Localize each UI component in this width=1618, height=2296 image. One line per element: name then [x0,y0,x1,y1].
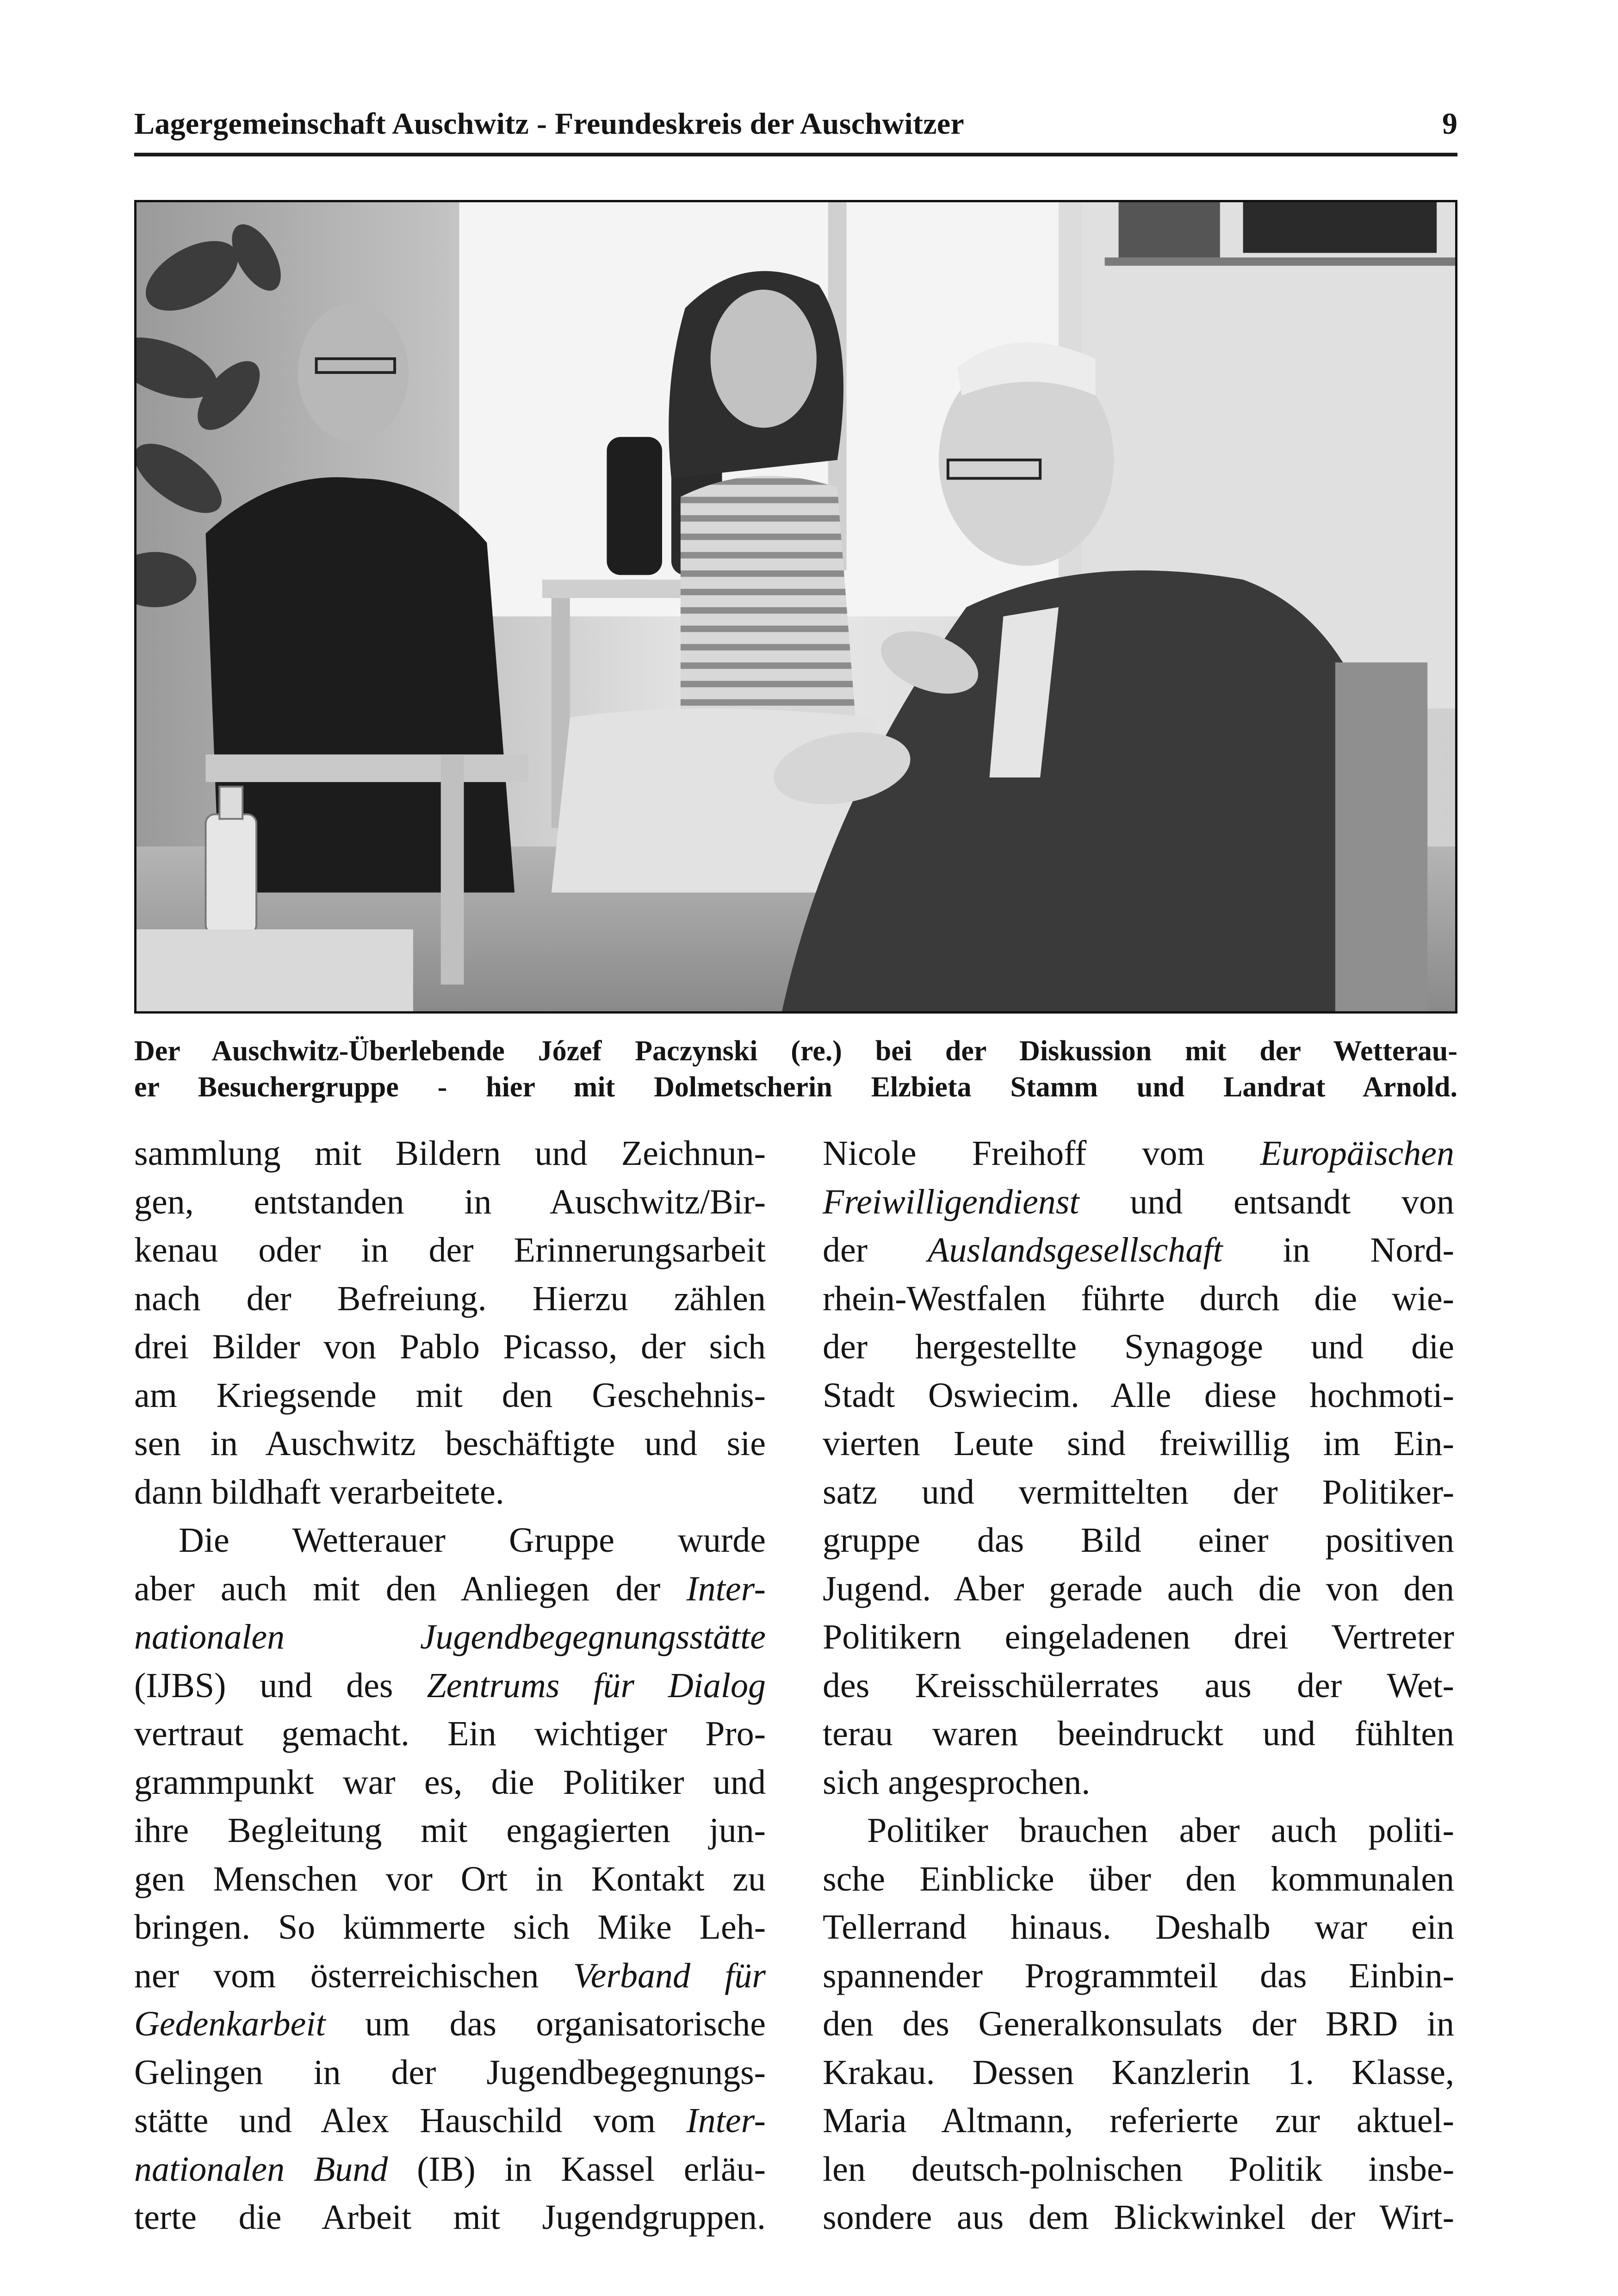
text-segment: sche Einblicke über den kommunalen [823,1859,1454,1898]
text-segment: Maria Altmann, referierte zur aktuel- [823,2101,1454,2140]
text-line [134,1903,766,1952]
text-segment: spannender Programmteil das Einbin- [823,1956,1454,1995]
text-segment: sammlung mit Bildern und Zeichnun- [134,1134,766,1173]
text-segment: stätte und Alex Hauschild vom [134,2101,687,2140]
italic-text: Inter- [686,1569,766,1608]
text-line [134,1129,766,1178]
text-segment: Die Wetterauer Gruppe wurde [179,1521,766,1560]
text-segment: terau waren beeindruckt und fühlten [823,1714,1454,1753]
text-line [823,1710,1454,1758]
header-title: Lagergemeinschaft Auschwitz - Freundeskreis der Auschwitzer [134,107,965,141]
text-line [823,2000,1454,2048]
text-line [134,1226,766,1275]
text-segment: kenau oder in der Erinnerungsarbeit [134,1231,766,1269]
text-line [823,2048,1454,2097]
text-segment: gen Menschen vor Ort in Kontakt zu [134,1859,766,1898]
text-line [134,2145,766,2194]
caption-line: Der Auschwitz-Überlebende Józef Paczynski (re.) bei der Diskussion mit der Wetterau- [134,1035,1457,1067]
text-line [823,1419,1454,1468]
text-line [134,1275,766,1323]
text-line [823,2145,1454,2194]
text-line [823,1323,1454,1371]
text-segment: (IB) in Kassel erläu- [388,2149,766,2189]
text-line [823,1516,1454,1565]
text-line [823,1855,1454,1904]
text-segment: der [823,1231,928,1269]
text-line [134,1178,766,1226]
text-line [134,1371,766,1420]
text-segment: Politiker brauchen aber auch politi- [867,1811,1454,1850]
text-segment: Stadt Oswiecim. Alle diese hochmoti- [823,1375,1454,1415]
caption-line: er Besuchergruppe - hier mit Dolmetscherin Elzbieta Stamm und Landrat Arnold. [134,1071,1457,1103]
text-line [823,1952,1454,2000]
text-line [134,1323,766,1371]
text-segment: Nicole Freihoff vom [823,1134,1260,1173]
left-text-column [134,1129,766,2242]
text-segment: Gelingen in der Jugendbegegnungs- [134,2053,766,2092]
text-line [823,1275,1454,1323]
text-segment: sen in Auschwitz beschäftigte und sie [134,1424,766,1463]
text-line [823,1613,1454,1661]
right-text-column [823,1129,1454,2242]
text-line [134,1855,766,1904]
text-line [134,1710,766,1758]
text-segment: der hergestellte Synagoge und die [823,1327,1454,1366]
text-line [134,2048,766,2097]
running-header [134,97,1457,156]
text-line [134,1516,766,1565]
text-line [134,1758,766,1807]
text-line [134,2193,766,2242]
discussion-photo-image [136,202,1455,1011]
text-segment: und entsandt von [1079,1182,1454,1221]
text-segment: ihre Begleitung mit engagierten jun- [134,1811,766,1850]
text-segment: in Nord- [1222,1231,1454,1269]
italic-text: Zentrums für Dialog [427,1666,766,1705]
text-segment: bringen. So kümmerte sich Mike Leh- [134,1908,766,1947]
text-line [134,1952,766,2000]
text-segment: dann bildhaft verarbeitete. [134,1472,504,1512]
text-segment: Politikern eingeladenen drei Vertreter [823,1618,1454,1656]
text-segment: am Kriegsende mit den Geschehnis- [134,1375,766,1415]
text-segment: sich angesprochen. [823,1762,1091,1802]
italic-text: Auslandsgesellschaft [927,1231,1223,1269]
text-line [134,2000,766,2048]
text-segment: gruppe das Bild einer positiven [823,1521,1454,1560]
text-line [134,1661,766,1710]
text-line [134,1806,766,1855]
text-segment: vierten Leute sind freiwillig im Ein- [823,1424,1454,1463]
text-line [823,2097,1454,2145]
text-line [823,1468,1454,1517]
text-line [823,1226,1454,1275]
text-line [823,1661,1454,1710]
text-segment: drei Bilder von Pablo Picasso, der sich [134,1327,766,1366]
text-line [823,2193,1454,2242]
italic-text: nationalen Jugendbegegnungsstätte [134,1618,766,1656]
text-segment: vertraut gemacht. Ein wichtiger Pro- [134,1714,766,1753]
italic-text: Europäischen [1260,1134,1454,1173]
text-segment: des Kreisschülerrates aus der Wet- [823,1666,1454,1705]
text-line [823,1565,1454,1613]
italic-text: Freiwilligendienst [823,1182,1079,1221]
text-line [823,1806,1454,1855]
text-segment: Jugend. Aber gerade auch die von den [823,1569,1454,1608]
text-line [134,1419,766,1468]
text-line [823,1371,1454,1420]
italic-text: nationalen Bund [134,2149,388,2189]
italic-text: Gedenkarbeit [134,2004,326,2043]
text-line [134,1468,766,1517]
text-segment: ner vom österreichischen [134,1956,573,1995]
text-segment: den des Generalkonsulats der BRD in [823,2004,1454,2043]
text-line [134,2097,766,2145]
article-photo [134,200,1457,1014]
text-line [823,1129,1454,1178]
italic-text: Verband für [573,1956,766,1995]
text-line [823,1758,1454,1807]
page-number: 9 [1442,107,1457,141]
text-segment: Krakau. Dessen Kanzlerin 1. Klasse, [823,2053,1454,2092]
text-segment: grammpunkt war es, die Politiker und [134,1762,766,1802]
text-segment: terte die Arbeit mit Jugendgruppen. [134,2198,766,2237]
text-segment: (IJBS) und des [134,1666,427,1705]
photo-caption [134,1033,1457,1105]
text-segment: rhein-Westfalen führte durch die wie- [823,1279,1454,1318]
text-line [823,1903,1454,1952]
text-segment: sondere aus dem Blickwinkel der Wirt- [823,2198,1454,2237]
text-segment: satz und vermittelten der Politiker- [823,1472,1454,1512]
text-segment: aber auch mit den Anliegen der [134,1569,687,1608]
text-line [823,1178,1454,1226]
italic-text: Inter- [686,2101,766,2140]
text-line [134,1613,766,1661]
text-segment: Tellerrand hinaus. Deshalb war ein [823,1908,1454,1947]
text-line [134,1565,766,1613]
text-segment: nach der Befreiung. Hierzu zählen [134,1279,766,1318]
text-segment: len deutsch-polnischen Politik insbe- [823,2149,1454,2189]
text-segment: um das organisatorische [325,2004,766,2043]
text-segment: gen, entstanden in Auschwitz/Bir- [134,1182,766,1221]
